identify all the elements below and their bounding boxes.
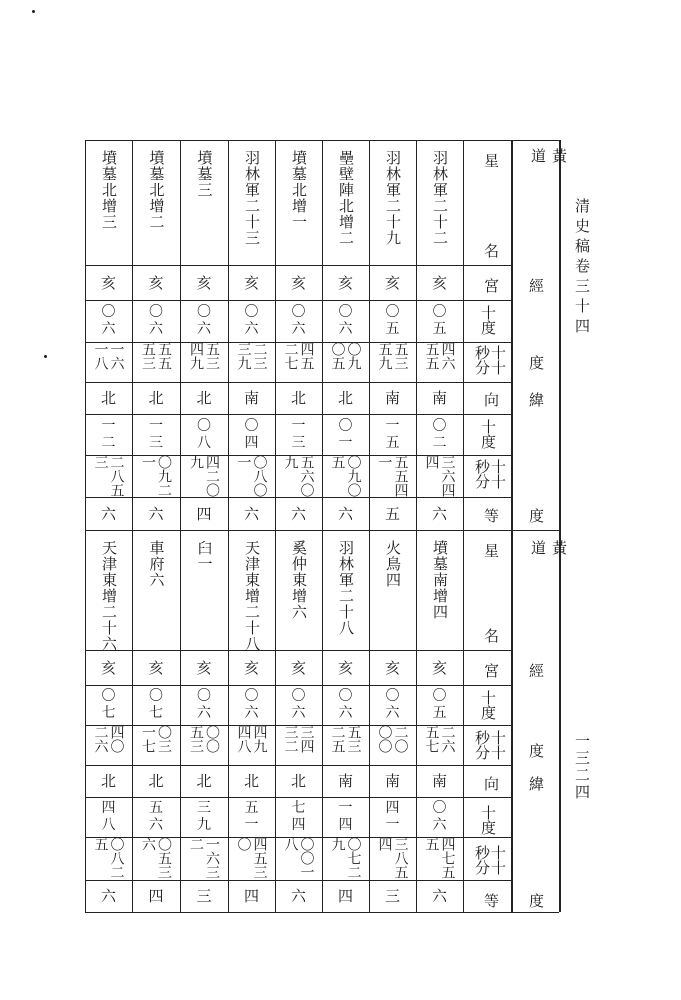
label-deg: 十度 [479,305,497,335]
latitude-minsec-cell: 四七五五 [423,837,456,879]
header-deg-lower: 度 [529,742,545,760]
latitude-degree-cell: 五 六 [149,800,163,833]
latitude-degree-cell: 一 二 [101,417,116,451]
longitude-minsec-cell: 五三五九 [376,342,409,370]
latitude-minsec-cell: 三八五四 [376,837,409,879]
header-ecliptic-lower: 黃道 [529,540,568,627]
label-star: 星 [484,152,500,170]
longitude-degree-cell: 〇 七 [149,688,163,721]
latitude-minsec-cell: 四五三〇 [235,837,268,879]
column-rule [511,140,513,912]
palace-cell: 亥 [243,273,259,292]
latitude-minsec-cell: 二八五三 [92,455,125,497]
latitude-minsec-cell: 〇八二五 [92,837,125,879]
label-palace: 宮 [484,277,500,295]
latitude-minsec-cell: 四二〇九 [188,455,220,497]
direction-cell: 南 [384,772,400,790]
latitude-degree-cell: 一 三 [291,417,306,451]
label-direction-lower: 向 [484,775,500,793]
star-name: 車府六 [147,540,166,588]
direction-cell: 北 [196,389,212,407]
latitude-minsec-cell: 〇五三六 [140,837,172,879]
row-rule [85,912,559,913]
longitude-minsec-cell: 五五五三 [140,342,172,370]
star-name: 墳墓北增三 [100,150,118,230]
longitude-degree-cell: 〇 六 [149,304,163,337]
header-latitude-upper: 緯 [529,391,545,409]
magnitude-cell: 四 [148,887,164,905]
label-name-lower: 名 [484,627,500,645]
label-name: 名 [484,242,500,260]
star-name: 墳墓南增四 [431,540,449,620]
direction-cell: 北 [196,772,212,790]
latitude-degree-cell: 三 九 [197,800,211,833]
label-star-lower: 星 [484,542,500,560]
palace-cell: 亥 [290,658,306,677]
longitude-minsec-cell: 二六五七 [423,725,456,753]
direction-cell: 北 [148,389,164,407]
longitude-degree-cell: 〇 六 [244,304,259,337]
page-number: 一三二四 [573,733,591,801]
longitude-minsec-cell: 五三四九 [188,342,220,370]
star-name: 臼一 [195,540,214,572]
longitude-degree-cell: 〇 六 [385,688,400,721]
longitude-minsec-cell: 〇三一七 [140,725,172,753]
longitude-degree-cell: 〇 五 [432,304,447,337]
label-minsec: 十十秒分 [473,345,507,375]
direction-cell: 北 [100,389,116,407]
latitude-degree-cell: 七 四 [291,800,306,833]
latitude-minsec-cell: 三六四四 [423,455,456,497]
direction-cell: 南 [431,389,447,407]
header-deg2-lower: 度 [529,892,545,910]
magnitude-cell: 六 [337,504,353,523]
longitude-minsec-cell: 〇〇五三 [188,725,220,753]
label-minsec-lower: 十十秒分 [473,730,507,760]
magnitude-cell: 六 [243,504,259,523]
direction-cell: 南 [337,772,353,790]
latitude-minsec-cell: 一六三二 [188,837,220,879]
label-deg-lat: 十度 [479,419,497,449]
longitude-degree-cell: 〇 六 [197,688,211,721]
star-name: 天津東增二十八 [243,540,261,652]
direction-cell: 北 [337,389,353,407]
palace-cell: 亥 [337,273,353,292]
header-deg2-upper: 度 [529,507,545,525]
magnitude-cell: 六 [290,887,306,905]
label-magnitude-lower: 等 [484,892,500,910]
latitude-minsec-cell: 〇九二一 [140,455,172,497]
longitude-minsec-cell: 二三三九 [235,342,268,370]
direction-cell: 北 [290,389,306,407]
magnitude-cell: 三 [384,887,400,905]
palace-cell: 亥 [196,658,212,677]
longitude-degree-cell: 〇 六 [338,304,353,337]
star-name: 墳墓三 [195,150,214,198]
longitude-minsec-cell: 三四三二 [282,725,315,753]
longitude-degree-cell: 〇 六 [291,688,306,721]
longitude-degree-cell: 〇 六 [197,304,211,337]
longitude-degree-cell: 〇 六 [244,688,259,721]
latitude-minsec-cell: 五六〇九 [282,455,315,497]
star-name: 羽林軍二十三 [243,150,261,246]
longitude-minsec-cell: 一六一八 [92,342,125,370]
star-name: 羽林軍二十九 [384,150,402,246]
label-magnitude: 等 [484,507,500,525]
longitude-degree-cell: 〇 五 [432,688,447,721]
longitude-minsec-cell: 五三二五 [329,725,362,753]
palace-cell: 亥 [148,273,164,292]
label-minsec-lat-lower: 十十秒分 [473,845,507,875]
latitude-minsec-cell: 〇八〇一 [235,455,268,497]
longitude-degree-cell: 〇 六 [101,304,116,337]
star-name: 火鳥四 [384,540,402,588]
direction-cell: 北 [148,772,164,790]
header-ecliptic-upper: 黃道 [529,148,568,235]
star-name: 天津東增二十六 [100,540,118,652]
latitude-minsec-cell: 〇九〇五 [329,455,362,497]
palace-cell: 亥 [100,658,116,677]
scan-mark [32,10,35,13]
longitude-minsec-cell: 四六五五 [423,342,456,370]
latitude-minsec-cell: 〇七二九 [329,837,362,879]
star-name: 羽林軍二十八 [337,540,355,636]
direction-cell: 北 [243,772,259,790]
palace-cell: 亥 [243,658,259,677]
latitude-minsec-cell: 五五四一 [376,455,409,497]
longitude-degree-cell: 〇 五 [385,304,400,337]
longitude-minsec-cell: 四五二七 [282,342,315,370]
magnitude-cell: 六 [100,887,116,905]
latitude-minsec-cell: 〇〇一八 [282,837,315,879]
star-name: 墳墓北增一 [290,150,308,230]
palace-cell: 亥 [100,273,116,292]
latitude-degree-cell: 四 八 [101,800,116,833]
magnitude-cell: 三 [196,887,212,905]
palace-cell: 亥 [290,273,306,292]
latitude-degree-cell: 四 一 [385,800,400,833]
longitude-minsec-cell: 四九四八 [235,725,268,753]
longitude-degree-cell: 〇 七 [101,688,116,721]
palace-cell: 亥 [431,658,447,677]
magnitude-cell: 五 [384,504,400,523]
latitude-degree-cell: 〇 六 [432,800,447,833]
palace-cell: 亥 [196,273,212,292]
header-longitude-upper: 經 [529,277,545,295]
direction-cell: 南 [431,772,447,790]
label-deg-lower: 十度 [479,690,497,720]
scan-mark [44,355,47,358]
star-name: 壘壁陣北增二 [337,150,355,246]
label-minsec-lat: 十十秒分 [473,459,507,489]
header-deg-upper: 度 [529,354,545,372]
label-palace-lower: 宮 [484,662,500,680]
latitude-degree-cell: 一 三 [149,417,163,451]
star-name: 奚仲東增六 [290,540,308,620]
magnitude-cell: 六 [431,887,447,905]
book-title: 清史稿卷三十四 [573,198,591,338]
latitude-degree-cell: 〇 二 [432,417,447,451]
magnitude-cell: 四 [337,887,353,905]
latitude-degree-cell: 〇 一 [338,417,353,451]
magnitude-cell: 六 [148,504,164,523]
label-deg-lat-lower: 十度 [479,805,497,835]
palace-cell: 亥 [384,273,400,292]
magnitude-cell: 六 [100,504,116,523]
star-name: 羽林軍二十二 [431,150,449,246]
latitude-degree-cell: 〇 四 [244,417,259,451]
longitude-degree-cell: 〇 六 [338,688,353,721]
direction-cell: 北 [100,772,116,790]
magnitude-cell: 六 [431,504,447,523]
latitude-degree-cell: 一 五 [385,417,400,451]
label-direction: 向 [484,391,500,409]
direction-cell: 南 [384,389,400,407]
column-rule [463,140,464,912]
magnitude-cell: 四 [243,887,259,905]
latitude-degree-cell: 五 一 [244,800,259,833]
palace-cell: 亥 [431,273,447,292]
longitude-minsec-cell: 〇九〇五 [329,342,362,370]
magnitude-cell: 四 [196,504,212,523]
palace-cell: 亥 [384,658,400,677]
palace-cell: 亥 [337,658,353,677]
magnitude-cell: 六 [290,504,306,523]
longitude-minsec-cell: 四〇二六 [92,725,125,753]
direction-cell: 北 [290,772,306,790]
star-name: 墳墓北增二 [147,150,166,230]
latitude-degree-cell: 〇 八 [197,417,211,451]
latitude-degree-cell: 一 四 [338,800,353,833]
longitude-degree-cell: 〇 六 [291,304,306,337]
palace-cell: 亥 [148,658,164,677]
header-longitude-lower: 經 [529,662,545,680]
longitude-minsec-cell: 二〇〇〇 [376,725,409,753]
direction-cell: 南 [243,389,259,407]
header-latitude-lower: 緯 [529,775,545,793]
